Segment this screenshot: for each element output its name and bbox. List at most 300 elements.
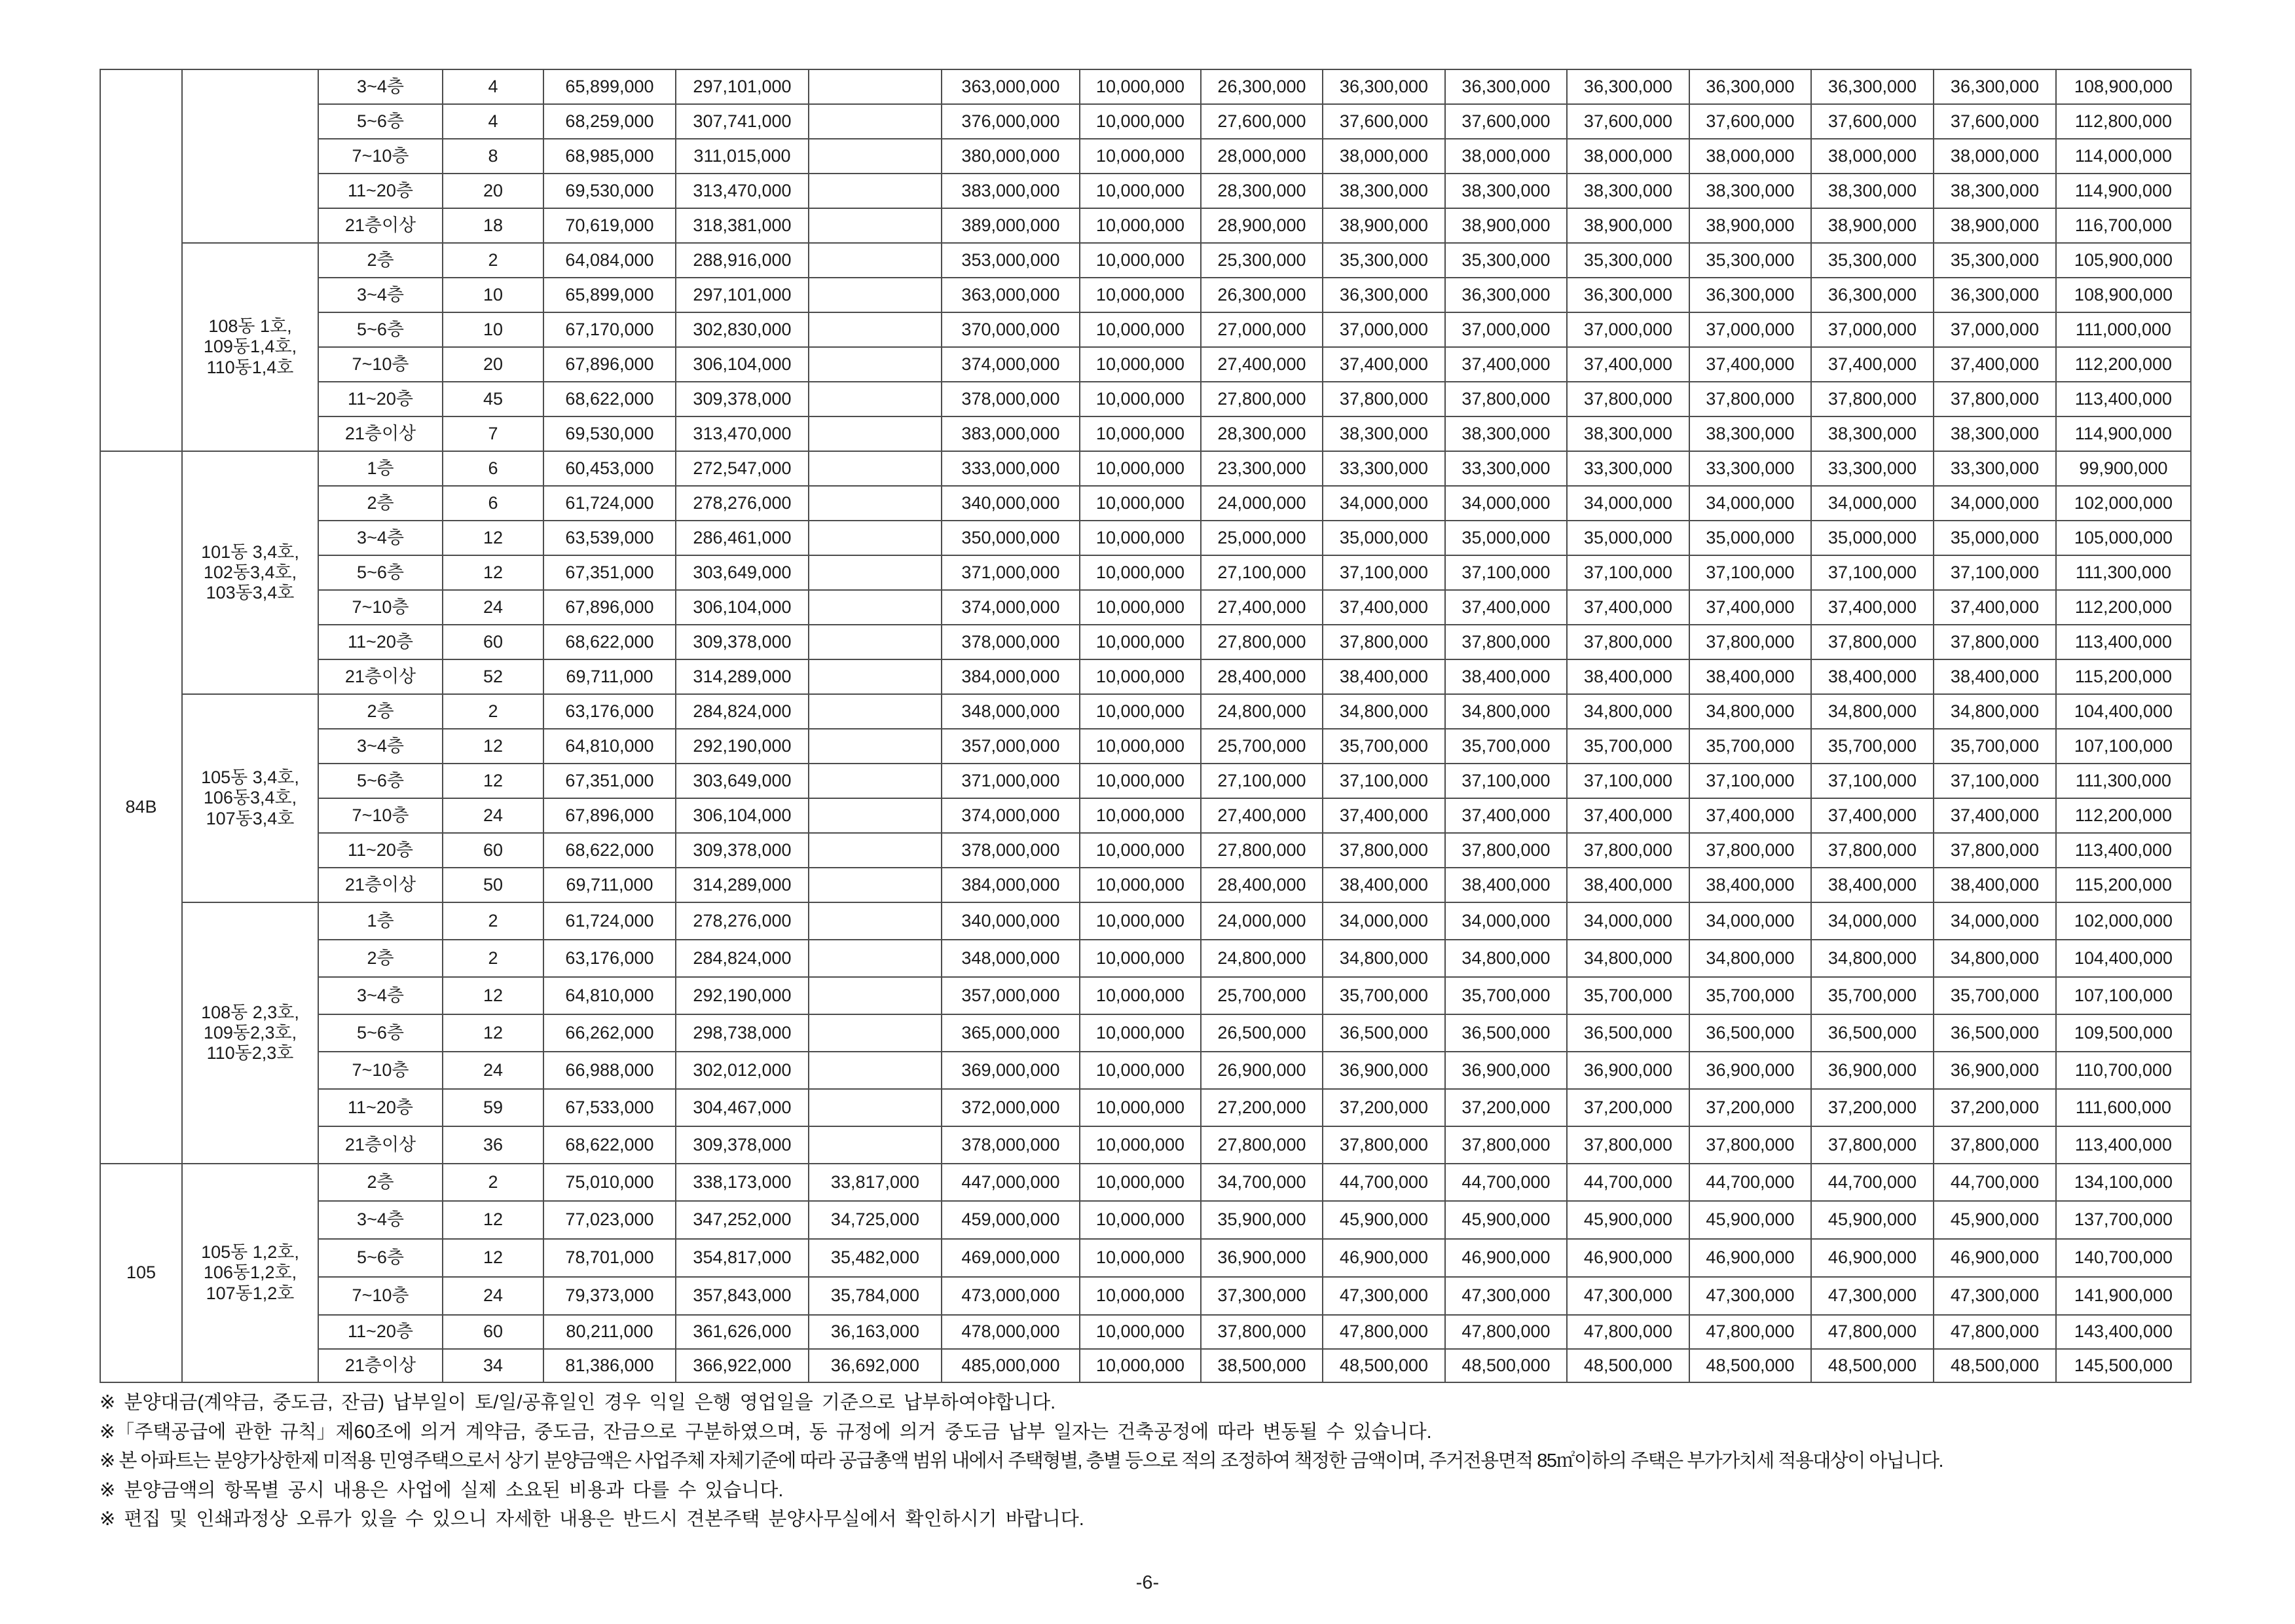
interim-payment-6-cell: 37,400,000 bbox=[1934, 798, 2056, 833]
interim-payment-1-cell: 37,200,000 bbox=[1323, 1089, 1445, 1126]
interim-payment-6-cell: 34,000,000 bbox=[1934, 902, 2056, 940]
interim-payment-6-cell: 47,800,000 bbox=[1934, 1315, 2056, 1349]
unit-count-cell: 52 bbox=[443, 659, 543, 694]
floor-range-cell: 11~20층 bbox=[318, 833, 443, 868]
unit-count-cell: 2 bbox=[443, 243, 543, 278]
building-price-cell: 306,104,000 bbox=[676, 798, 809, 833]
land-price-cell: 69,711,000 bbox=[543, 659, 676, 694]
vat-cell bbox=[809, 694, 942, 729]
interim-payment-5-cell: 38,400,000 bbox=[1811, 659, 1934, 694]
building-price-cell: 303,649,000 bbox=[676, 764, 809, 798]
table-row bbox=[100, 1126, 2191, 1164]
contract-deposit-1-cell: 10,000,000 bbox=[1080, 416, 1201, 451]
interim-payment-1-cell: 38,400,000 bbox=[1323, 659, 1445, 694]
balance-cell: 102,000,000 bbox=[2056, 902, 2191, 940]
building-unit-line: 108동 1호, bbox=[208, 316, 292, 337]
building-price-cell: 309,378,000 bbox=[676, 382, 809, 416]
interim-payment-5-cell: 46,900,000 bbox=[1811, 1239, 1934, 1277]
interim-payment-2-cell: 37,600,000 bbox=[1445, 104, 1567, 139]
page-number: -6- bbox=[1135, 1572, 1160, 1593]
floor-range-cell: 7~10층 bbox=[318, 347, 443, 382]
floor-range-cell: 1층 bbox=[318, 902, 443, 940]
vat-cell bbox=[809, 104, 942, 139]
interim-payment-2-cell: 35,000,000 bbox=[1445, 521, 1567, 555]
building-price-cell: 304,467,000 bbox=[676, 1089, 809, 1126]
building-unit-line: 109동1,4호, bbox=[203, 337, 297, 357]
interim-payment-3-cell: 36,300,000 bbox=[1567, 69, 1689, 104]
contract-deposit-2-cell: 24,000,000 bbox=[1201, 902, 1323, 940]
interim-payment-5-cell: 47,800,000 bbox=[1811, 1315, 1934, 1349]
interim-payment-1-cell: 45,900,000 bbox=[1323, 1201, 1445, 1239]
interim-payment-6-cell: 37,000,000 bbox=[1934, 312, 2056, 347]
building-unit-line: 105동 1,2호, bbox=[201, 1242, 299, 1263]
interim-payment-2-cell: 34,000,000 bbox=[1445, 902, 1567, 940]
table-row bbox=[100, 764, 2191, 798]
interim-payment-3-cell: 48,500,000 bbox=[1567, 1349, 1689, 1382]
table-row bbox=[100, 977, 2191, 1014]
interim-payment-1-cell: 37,600,000 bbox=[1323, 104, 1445, 139]
balance-cell: 107,100,000 bbox=[2056, 977, 2191, 1014]
interim-payment-2-cell: 34,000,000 bbox=[1445, 486, 1567, 521]
total-price-cell: 384,000,000 bbox=[942, 868, 1080, 902]
contract-deposit-1-cell: 10,000,000 bbox=[1080, 1239, 1201, 1277]
vat-cell bbox=[809, 625, 942, 659]
balance-cell: 113,400,000 bbox=[2056, 625, 2191, 659]
contract-deposit-1-cell: 10,000,000 bbox=[1080, 521, 1201, 555]
vat-cell: 35,482,000 bbox=[809, 1239, 942, 1277]
contract-deposit-2-cell: 27,400,000 bbox=[1201, 347, 1323, 382]
interim-payment-1-cell: 37,800,000 bbox=[1323, 382, 1445, 416]
interim-payment-6-cell: 38,300,000 bbox=[1934, 174, 2056, 208]
land-price-cell: 66,262,000 bbox=[543, 1014, 676, 1052]
interim-payment-4-cell: 37,800,000 bbox=[1689, 1126, 1811, 1164]
building-price-cell: 292,190,000 bbox=[676, 729, 809, 764]
interim-payment-1-cell: 36,500,000 bbox=[1323, 1014, 1445, 1052]
land-price-cell: 67,533,000 bbox=[543, 1089, 676, 1126]
balance-cell: 112,800,000 bbox=[2056, 104, 2191, 139]
interim-payment-4-cell: 36,300,000 bbox=[1689, 69, 1811, 104]
interim-payment-5-cell: 38,300,000 bbox=[1811, 174, 1934, 208]
balance-cell: 102,000,000 bbox=[2056, 486, 2191, 521]
total-price-cell: 353,000,000 bbox=[942, 243, 1080, 278]
interim-payment-3-cell: 37,400,000 bbox=[1567, 798, 1689, 833]
land-price-cell: 60,453,000 bbox=[543, 451, 676, 486]
land-price-cell: 68,985,000 bbox=[543, 139, 676, 174]
total-price-cell: 376,000,000 bbox=[942, 104, 1080, 139]
housing-type-cell bbox=[100, 69, 182, 451]
interim-payment-4-cell: 37,200,000 bbox=[1689, 1089, 1811, 1126]
building-price-cell: 297,101,000 bbox=[676, 69, 809, 104]
contract-deposit-2-cell: 24,800,000 bbox=[1201, 940, 1323, 977]
building-unit-line: 108동 2,3호, bbox=[201, 1002, 299, 1022]
table-row bbox=[100, 521, 2191, 555]
interim-payment-2-cell: 38,400,000 bbox=[1445, 868, 1567, 902]
land-price-cell: 63,539,000 bbox=[543, 521, 676, 555]
interim-payment-1-cell: 34,000,000 bbox=[1323, 902, 1445, 940]
floor-range-cell: 7~10층 bbox=[318, 1277, 443, 1315]
unit-count-cell: 2 bbox=[443, 694, 543, 729]
total-price-cell: 333,000,000 bbox=[942, 451, 1080, 486]
interim-payment-2-cell: 46,900,000 bbox=[1445, 1239, 1567, 1277]
interim-payment-6-cell: 37,800,000 bbox=[1934, 833, 2056, 868]
contract-deposit-1-cell: 10,000,000 bbox=[1080, 312, 1201, 347]
vat-cell bbox=[809, 139, 942, 174]
floor-range-cell: 2층 bbox=[318, 243, 443, 278]
vat-cell bbox=[809, 833, 942, 868]
total-price-cell: 374,000,000 bbox=[942, 798, 1080, 833]
land-price-cell: 67,170,000 bbox=[543, 312, 676, 347]
interim-payment-2-cell: 37,400,000 bbox=[1445, 590, 1567, 625]
interim-payment-1-cell: 37,100,000 bbox=[1323, 555, 1445, 590]
interim-payment-2-cell: 38,900,000 bbox=[1445, 208, 1567, 243]
unit-count-cell: 24 bbox=[443, 1052, 543, 1089]
interim-payment-4-cell: 35,000,000 bbox=[1689, 521, 1811, 555]
interim-payment-2-cell: 37,800,000 bbox=[1445, 1126, 1567, 1164]
table-row bbox=[100, 1315, 2191, 1349]
building-price-cell: 313,470,000 bbox=[676, 174, 809, 208]
note-item: ※ 편집 및 인쇄과정상 오류가 있을 수 있으니 자세한 내용은 반드시 견본주택 분양사무실에서 확인하시기 바랍니다. bbox=[100, 1509, 1084, 1530]
balance-cell: 111,600,000 bbox=[2056, 1089, 2191, 1126]
interim-payment-4-cell: 38,000,000 bbox=[1689, 139, 1811, 174]
interim-payment-1-cell: 34,800,000 bbox=[1323, 694, 1445, 729]
interim-payment-1-cell: 37,800,000 bbox=[1323, 1126, 1445, 1164]
unit-count-cell: 12 bbox=[443, 764, 543, 798]
interim-payment-2-cell: 37,100,000 bbox=[1445, 764, 1567, 798]
contract-deposit-1-cell: 10,000,000 bbox=[1080, 868, 1201, 902]
table-row bbox=[100, 555, 2191, 590]
interim-payment-2-cell: 36,300,000 bbox=[1445, 69, 1567, 104]
contract-deposit-2-cell: 25,000,000 bbox=[1201, 521, 1323, 555]
interim-payment-6-cell: 37,100,000 bbox=[1934, 555, 2056, 590]
table-row bbox=[100, 729, 2191, 764]
floor-range-cell: 3~4층 bbox=[318, 729, 443, 764]
interim-payment-4-cell: 38,300,000 bbox=[1689, 416, 1811, 451]
contract-deposit-1-cell: 10,000,000 bbox=[1080, 625, 1201, 659]
interim-payment-3-cell: 37,600,000 bbox=[1567, 104, 1689, 139]
contract-deposit-2-cell: 26,300,000 bbox=[1201, 69, 1323, 104]
contract-deposit-1-cell: 10,000,000 bbox=[1080, 555, 1201, 590]
building-unit-line: 107동1,2호 bbox=[206, 1283, 295, 1303]
table-row bbox=[100, 139, 2191, 174]
interim-payment-3-cell: 45,900,000 bbox=[1567, 1201, 1689, 1239]
interim-payment-4-cell: 47,800,000 bbox=[1689, 1315, 1811, 1349]
floor-range-cell: 3~4층 bbox=[318, 977, 443, 1014]
interim-payment-4-cell: 44,700,000 bbox=[1689, 1164, 1811, 1201]
table-row bbox=[100, 1201, 2191, 1239]
land-price-cell: 67,896,000 bbox=[543, 347, 676, 382]
contract-deposit-1-cell: 10,000,000 bbox=[1080, 977, 1201, 1014]
land-price-cell: 68,622,000 bbox=[543, 625, 676, 659]
building-price-cell: 292,190,000 bbox=[676, 977, 809, 1014]
total-price-cell: 383,000,000 bbox=[942, 174, 1080, 208]
interim-payment-5-cell: 37,400,000 bbox=[1811, 590, 1934, 625]
vat-cell bbox=[809, 486, 942, 521]
interim-payment-3-cell: 47,300,000 bbox=[1567, 1277, 1689, 1315]
balance-cell: 99,900,000 bbox=[2056, 451, 2191, 486]
land-price-cell: 66,988,000 bbox=[543, 1052, 676, 1089]
contract-deposit-2-cell: 27,600,000 bbox=[1201, 104, 1323, 139]
interim-payment-3-cell: 37,100,000 bbox=[1567, 555, 1689, 590]
interim-payment-2-cell: 37,400,000 bbox=[1445, 347, 1567, 382]
floor-range-cell: 5~6층 bbox=[318, 555, 443, 590]
total-price-cell: 372,000,000 bbox=[942, 1089, 1080, 1126]
total-price-cell: 348,000,000 bbox=[942, 694, 1080, 729]
interim-payment-2-cell: 37,800,000 bbox=[1445, 382, 1567, 416]
vat-cell bbox=[809, 1052, 942, 1089]
interim-payment-1-cell: 36,300,000 bbox=[1323, 69, 1445, 104]
interim-payment-1-cell: 38,300,000 bbox=[1323, 416, 1445, 451]
note-item: ※「주택공급에 관한 규칙」제60조에 의거 계약금, 중도금, 잔금으로 구분하였으며, 동 규정에 의거 중도금 납부 일자는 건축공정에 따라 변동될 수 있습니다. bbox=[100, 1421, 1432, 1443]
land-price-cell: 64,810,000 bbox=[543, 977, 676, 1014]
unit-count-cell: 45 bbox=[443, 382, 543, 416]
vat-cell bbox=[809, 312, 942, 347]
vat-cell bbox=[809, 1089, 942, 1126]
interim-payment-3-cell: 37,100,000 bbox=[1567, 764, 1689, 798]
interim-payment-2-cell: 45,900,000 bbox=[1445, 1201, 1567, 1239]
balance-cell: 145,500,000 bbox=[2056, 1349, 2191, 1382]
balance-cell: 113,400,000 bbox=[2056, 1126, 2191, 1164]
building-unit-line: 110동1,4호 bbox=[206, 357, 294, 377]
building-unit-cell bbox=[182, 451, 318, 694]
unit-count-cell: 59 bbox=[443, 1089, 543, 1126]
interim-payment-3-cell: 38,900,000 bbox=[1567, 208, 1689, 243]
housing-type-cell: 84B bbox=[100, 451, 182, 1164]
unit-count-cell: 10 bbox=[443, 278, 543, 312]
balance-cell: 113,400,000 bbox=[2056, 833, 2191, 868]
building-price-cell: 306,104,000 bbox=[676, 590, 809, 625]
floor-range-cell: 3~4층 bbox=[318, 278, 443, 312]
note-item: ※ 분양금액의 항목별 공시 내용은 사업에 실제 소요된 비용과 다를 수 있습니다. bbox=[100, 1479, 784, 1501]
balance-cell: 104,400,000 bbox=[2056, 694, 2191, 729]
contract-deposit-1-cell: 10,000,000 bbox=[1080, 104, 1201, 139]
total-price-cell: 363,000,000 bbox=[942, 69, 1080, 104]
floor-range-cell: 3~4층 bbox=[318, 69, 443, 104]
interim-payment-1-cell: 37,000,000 bbox=[1323, 312, 1445, 347]
interim-payment-4-cell: 37,800,000 bbox=[1689, 625, 1811, 659]
contract-deposit-1-cell: 10,000,000 bbox=[1080, 1089, 1201, 1126]
unit-count-cell: 12 bbox=[443, 729, 543, 764]
contract-deposit-1-cell: 10,000,000 bbox=[1080, 902, 1201, 940]
building-unit-cell bbox=[182, 902, 318, 1164]
unit-count-cell: 2 bbox=[443, 1164, 543, 1201]
interim-payment-5-cell: 37,200,000 bbox=[1811, 1089, 1934, 1126]
balance-cell: 143,400,000 bbox=[2056, 1315, 2191, 1349]
interim-payment-5-cell: 37,800,000 bbox=[1811, 625, 1934, 659]
interim-payment-2-cell: 37,000,000 bbox=[1445, 312, 1567, 347]
vat-cell bbox=[809, 729, 942, 764]
land-price-cell: 61,724,000 bbox=[543, 902, 676, 940]
floor-range-cell: 21층이상 bbox=[318, 659, 443, 694]
interim-payment-2-cell: 35,700,000 bbox=[1445, 977, 1567, 1014]
building-price-cell: 338,173,000 bbox=[676, 1164, 809, 1201]
interim-payment-6-cell: 45,900,000 bbox=[1934, 1201, 2056, 1239]
unit-count-cell: 24 bbox=[443, 590, 543, 625]
vat-cell bbox=[809, 208, 942, 243]
vat-cell bbox=[809, 798, 942, 833]
total-price-cell: 378,000,000 bbox=[942, 625, 1080, 659]
total-price-cell: 340,000,000 bbox=[942, 902, 1080, 940]
building-price-cell: 303,649,000 bbox=[676, 555, 809, 590]
interim-payment-6-cell: 37,800,000 bbox=[1934, 1126, 2056, 1164]
interim-payment-4-cell: 37,400,000 bbox=[1689, 590, 1811, 625]
floor-range-cell: 2층 bbox=[318, 486, 443, 521]
interim-payment-2-cell: 36,900,000 bbox=[1445, 1052, 1567, 1089]
interim-payment-4-cell: 37,800,000 bbox=[1689, 382, 1811, 416]
vat-cell bbox=[809, 382, 942, 416]
building-price-cell: 309,378,000 bbox=[676, 625, 809, 659]
interim-payment-3-cell: 37,400,000 bbox=[1567, 590, 1689, 625]
building-price-cell: 307,741,000 bbox=[676, 104, 809, 139]
balance-cell: 137,700,000 bbox=[2056, 1201, 2191, 1239]
interim-payment-6-cell: 33,300,000 bbox=[1934, 451, 2056, 486]
building-price-cell: 313,470,000 bbox=[676, 416, 809, 451]
building-price-cell: 309,378,000 bbox=[676, 833, 809, 868]
unit-count-cell: 60 bbox=[443, 1315, 543, 1349]
balance-cell: 105,900,000 bbox=[2056, 243, 2191, 278]
price-table-container bbox=[100, 69, 2190, 1383]
land-price-cell: 79,373,000 bbox=[543, 1277, 676, 1315]
interim-payment-3-cell: 36,300,000 bbox=[1567, 278, 1689, 312]
interim-payment-6-cell: 37,800,000 bbox=[1934, 625, 2056, 659]
interim-payment-2-cell: 35,300,000 bbox=[1445, 243, 1567, 278]
interim-payment-1-cell: 35,700,000 bbox=[1323, 729, 1445, 764]
balance-cell: 134,100,000 bbox=[2056, 1164, 2191, 1201]
building-unit-cell bbox=[182, 1164, 318, 1382]
balance-cell: 115,200,000 bbox=[2056, 659, 2191, 694]
interim-payment-4-cell: 34,800,000 bbox=[1689, 940, 1811, 977]
balance-cell: 108,900,000 bbox=[2056, 69, 2191, 104]
balance-cell: 104,400,000 bbox=[2056, 940, 2191, 977]
interim-payment-3-cell: 35,300,000 bbox=[1567, 243, 1689, 278]
interim-payment-6-cell: 47,300,000 bbox=[1934, 1277, 2056, 1315]
floor-range-cell: 5~6층 bbox=[318, 1014, 443, 1052]
notes-list bbox=[100, 1388, 2190, 1534]
contract-deposit-1-cell: 10,000,000 bbox=[1080, 729, 1201, 764]
unit-count-cell: 4 bbox=[443, 69, 543, 104]
interim-payment-6-cell: 34,800,000 bbox=[1934, 940, 2056, 977]
interim-payment-4-cell: 37,100,000 bbox=[1689, 555, 1811, 590]
balance-cell: 114,900,000 bbox=[2056, 174, 2191, 208]
contract-deposit-2-cell: 26,500,000 bbox=[1201, 1014, 1323, 1052]
balance-cell: 108,900,000 bbox=[2056, 278, 2191, 312]
vat-cell bbox=[809, 278, 942, 312]
unit-count-cell: 60 bbox=[443, 833, 543, 868]
floor-range-cell: 11~20층 bbox=[318, 625, 443, 659]
interim-payment-3-cell: 37,400,000 bbox=[1567, 347, 1689, 382]
interim-payment-5-cell: 37,000,000 bbox=[1811, 312, 1934, 347]
balance-cell: 114,000,000 bbox=[2056, 139, 2191, 174]
unit-count-cell: 12 bbox=[443, 1239, 543, 1277]
contract-deposit-2-cell: 27,800,000 bbox=[1201, 1126, 1323, 1164]
contract-deposit-2-cell: 28,400,000 bbox=[1201, 659, 1323, 694]
interim-payment-6-cell: 35,300,000 bbox=[1934, 243, 2056, 278]
land-price-cell: 64,810,000 bbox=[543, 729, 676, 764]
balance-cell: 112,200,000 bbox=[2056, 798, 2191, 833]
contract-deposit-1-cell: 10,000,000 bbox=[1080, 486, 1201, 521]
table-row bbox=[100, 1239, 2191, 1277]
interim-payment-1-cell: 37,400,000 bbox=[1323, 798, 1445, 833]
interim-payment-2-cell: 37,400,000 bbox=[1445, 798, 1567, 833]
building-price-cell: 314,289,000 bbox=[676, 868, 809, 902]
floor-range-cell: 1층 bbox=[318, 451, 443, 486]
building-price-cell: 357,843,000 bbox=[676, 1277, 809, 1315]
unit-count-cell: 50 bbox=[443, 868, 543, 902]
total-price-cell: 469,000,000 bbox=[942, 1239, 1080, 1277]
contract-deposit-2-cell: 37,800,000 bbox=[1201, 1315, 1323, 1349]
interim-payment-4-cell: 35,300,000 bbox=[1689, 243, 1811, 278]
interim-payment-4-cell: 45,900,000 bbox=[1689, 1201, 1811, 1239]
building-unit-cell bbox=[182, 69, 318, 243]
interim-payment-3-cell: 38,400,000 bbox=[1567, 868, 1689, 902]
table-row bbox=[100, 590, 2191, 625]
interim-payment-5-cell: 44,700,000 bbox=[1811, 1164, 1934, 1201]
interim-payment-1-cell: 33,300,000 bbox=[1323, 451, 1445, 486]
unit-count-cell: 34 bbox=[443, 1349, 543, 1382]
contract-deposit-1-cell: 10,000,000 bbox=[1080, 940, 1201, 977]
total-price-cell: 378,000,000 bbox=[942, 382, 1080, 416]
interim-payment-2-cell: 36,500,000 bbox=[1445, 1014, 1567, 1052]
floor-range-cell: 11~20층 bbox=[318, 1315, 443, 1349]
land-price-cell: 67,896,000 bbox=[543, 798, 676, 833]
interim-payment-6-cell: 36,300,000 bbox=[1934, 69, 2056, 104]
floor-range-cell: 3~4층 bbox=[318, 1201, 443, 1239]
contract-deposit-1-cell: 10,000,000 bbox=[1080, 208, 1201, 243]
table-row bbox=[100, 1277, 2191, 1315]
interim-payment-1-cell: 34,000,000 bbox=[1323, 486, 1445, 521]
building-price-cell: 302,830,000 bbox=[676, 312, 809, 347]
vat-cell bbox=[809, 174, 942, 208]
interim-payment-2-cell: 37,200,000 bbox=[1445, 1089, 1567, 1126]
interim-payment-5-cell: 35,000,000 bbox=[1811, 521, 1934, 555]
vat-cell bbox=[809, 69, 942, 104]
interim-payment-4-cell: 38,400,000 bbox=[1689, 659, 1811, 694]
balance-cell: 115,200,000 bbox=[2056, 868, 2191, 902]
table-row bbox=[100, 451, 2191, 486]
floor-range-cell: 7~10층 bbox=[318, 1052, 443, 1089]
unit-count-cell: 20 bbox=[443, 174, 543, 208]
floor-range-cell: 2층 bbox=[318, 694, 443, 729]
interim-payment-3-cell: 34,800,000 bbox=[1567, 940, 1689, 977]
unit-count-cell: 12 bbox=[443, 521, 543, 555]
interim-payment-2-cell: 33,300,000 bbox=[1445, 451, 1567, 486]
total-price-cell: 384,000,000 bbox=[942, 659, 1080, 694]
total-price-cell: 459,000,000 bbox=[942, 1201, 1080, 1239]
table-row bbox=[100, 902, 2191, 940]
interim-payment-1-cell: 36,900,000 bbox=[1323, 1052, 1445, 1089]
building-unit-line: 106동3,4호, bbox=[203, 788, 297, 808]
contract-deposit-1-cell: 10,000,000 bbox=[1080, 798, 1201, 833]
interim-payment-5-cell: 47,300,000 bbox=[1811, 1277, 1934, 1315]
land-price-cell: 67,351,000 bbox=[543, 555, 676, 590]
contract-deposit-2-cell: 28,300,000 bbox=[1201, 174, 1323, 208]
building-price-cell: 309,378,000 bbox=[676, 1126, 809, 1164]
interim-payment-5-cell: 38,900,000 bbox=[1811, 208, 1934, 243]
vat-cell bbox=[809, 940, 942, 977]
note-item: ※ 본 아파트는 분양가상한제 미적용 민영주택으로서 상기 분양금액은 사업주체 자체기준에 따라 공급총액 범위 내에서 주택형별, 층별 등으로 적의 조정하여 책정한 금액이며, 주거전용면적 85㎡이하의 주택은 부가가치세 적용대상이 아닙니다. bbox=[100, 1450, 1943, 1471]
floor-range-cell: 21층이상 bbox=[318, 416, 443, 451]
building-price-cell: 311,015,000 bbox=[676, 139, 809, 174]
vat-cell: 35,784,000 bbox=[809, 1277, 942, 1315]
table-row bbox=[100, 940, 2191, 977]
contract-deposit-2-cell: 27,200,000 bbox=[1201, 1089, 1323, 1126]
land-price-cell: 67,351,000 bbox=[543, 764, 676, 798]
unit-count-cell: 18 bbox=[443, 208, 543, 243]
total-price-cell: 371,000,000 bbox=[942, 555, 1080, 590]
floor-range-cell: 11~20층 bbox=[318, 382, 443, 416]
land-price-cell: 69,530,000 bbox=[543, 174, 676, 208]
total-price-cell: 370,000,000 bbox=[942, 312, 1080, 347]
floor-range-cell: 11~20층 bbox=[318, 174, 443, 208]
